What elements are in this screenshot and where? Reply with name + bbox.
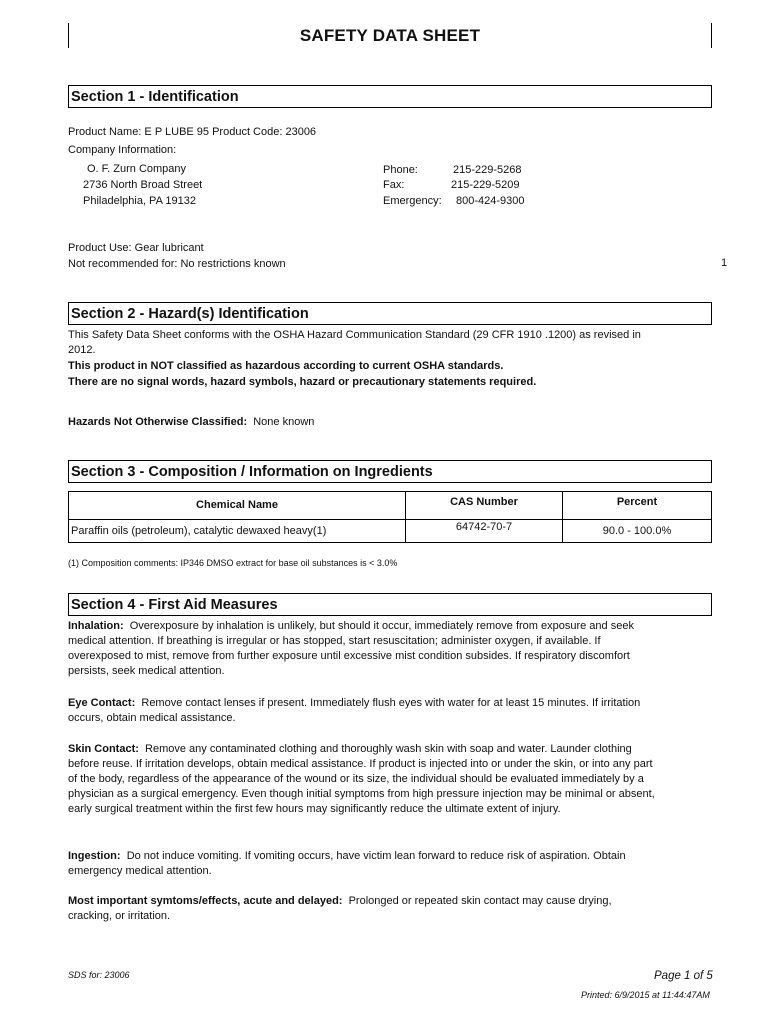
section-1-heading: Section 1 - Identification [68, 85, 712, 108]
margin-number: 1 [721, 257, 728, 269]
osha-conformance-text: This Safety Data Sheet conforms with the OSHA Hazard Communication Standard (29 CFR 1910 .1200) as revised in 2012. [68, 329, 641, 356]
column-header-percent: Percent [563, 492, 712, 520]
composition-comment: (1) Composition comments: IP346 DMSO extract for base oil substances is < 3.0% [68, 558, 398, 568]
inhalation-paragraph [68, 619, 658, 679]
ingestion-text: Do not induce vomiting. If vomiting occurs, have victim lean forward to reduce risk of aspiration. Obtain emergency medical attention. [68, 850, 626, 877]
section-4-heading: Section 4 - First Aid Measures [68, 593, 712, 616]
company-info-label: Company Information: [68, 144, 177, 156]
column-header-cas-number: CAS Number [406, 492, 563, 520]
emergency-value: 800-424-9300 [456, 195, 525, 207]
footer-page-number: Page 1 of 5 [654, 970, 713, 982]
company-name: O. F. Zurn Company [87, 163, 187, 175]
fax-value: 215-229-5209 [451, 179, 520, 191]
ingestion-label: Ingestion: [68, 850, 121, 862]
inhalation-text: Overexposure by inhalation is unlikely, but should it occur, immediately remove from exposure and seek medical attention. If breathing is irregular or has stopped, start resuscitation; administer oxygen, if available. If overexposed to mist, remove from further exposure until excessive mist condition subsides. If respiratory discomfort persists, seek medical attention. [68, 620, 634, 677]
company-address-2: Philadelphia, PA 19132 [83, 195, 196, 207]
phone-value: 215-229-5268 [453, 164, 522, 176]
hnoc-value: None known [253, 416, 315, 428]
eye-contact-paragraph [68, 696, 658, 726]
chemical-name-cell: Paraffin oils (petroleum), catalytic dewaxed heavy(1) [69, 520, 406, 543]
emergency-label: Emergency: [383, 195, 442, 207]
no-signal-words-text: There are no signal words, hazard symbols, hazard or precautionary statements required. [68, 376, 537, 388]
product-use: Product Use: Gear lubricant [68, 242, 204, 254]
inhalation-label: Inhalation: [68, 620, 124, 632]
symptoms-paragraph [68, 894, 648, 924]
symptoms-label: Most important symtoms/effects, acute and delayed: [68, 895, 343, 907]
footer-printed-date: Printed: 6/9/2015 at 11:44:47AM [581, 990, 710, 1000]
product-name-line: Product Name: E P LUBE 95 Product Code: 23006 [68, 126, 317, 138]
not-classified-text: This product in NOT classified as hazardous according to current OSHA standards. [68, 360, 504, 372]
skin-contact-label: Skin Contact: [68, 743, 139, 755]
skin-contact-text: Remove any contaminated clothing and thoroughly wash skin with soap and water. Launder clothing before reuse. If irritation develops, obtain medical assistance. If product is injected into or under the skin, or into any part of the body, regardless of the appearance of the wound or its size, the individual should be evaluated immediately by a physician as a surgical emergency. Even though initial symptoms from high pressure injection may be minimal or absent, early surgical treatment within the first few hours may significantly reduce the ultimate extent of injury. [68, 743, 655, 815]
section-3-heading: Section 3 - Composition / Information on Ingredients [68, 460, 712, 483]
table-row [69, 520, 712, 543]
symptoms-text: Prolonged or repeated skin contact may cause drying, cracking, or irritation. [68, 895, 612, 922]
document-title: SAFETY DATA SHEET [299, 26, 481, 45]
not-recommended: Not recommended for: No restrictions known [68, 258, 286, 270]
company-address-1: 2736 North Broad Street [83, 179, 203, 191]
phone-label: Phone: [383, 164, 418, 176]
document-title-box [68, 23, 712, 48]
cas-number-cell: 64742-70-7 [406, 520, 563, 543]
skin-contact-paragraph [68, 742, 658, 817]
fax-label: Fax: [383, 179, 405, 191]
footer-sds-for: SDS for: 23006 [68, 970, 130, 980]
percent-cell: 90.0 - 100.0% [563, 520, 712, 543]
ingestion-paragraph [68, 849, 658, 879]
table-header-row [69, 492, 712, 520]
column-header-chemical-name: Chemical Name [69, 492, 406, 520]
section-2-heading: Section 2 - Hazard(s) Identification [68, 302, 712, 325]
hnoc-label: Hazards Not Otherwise Classified: [68, 416, 248, 428]
hnoc-line [68, 415, 314, 430]
ingredients-table [68, 491, 712, 543]
eye-contact-label: Eye Contact: [68, 697, 136, 709]
eye-contact-text: Remove contact lenses if present. Immediately flush eyes with water for at least 15 minutes. If irritation occurs, obtain medical assistance. [68, 697, 641, 724]
